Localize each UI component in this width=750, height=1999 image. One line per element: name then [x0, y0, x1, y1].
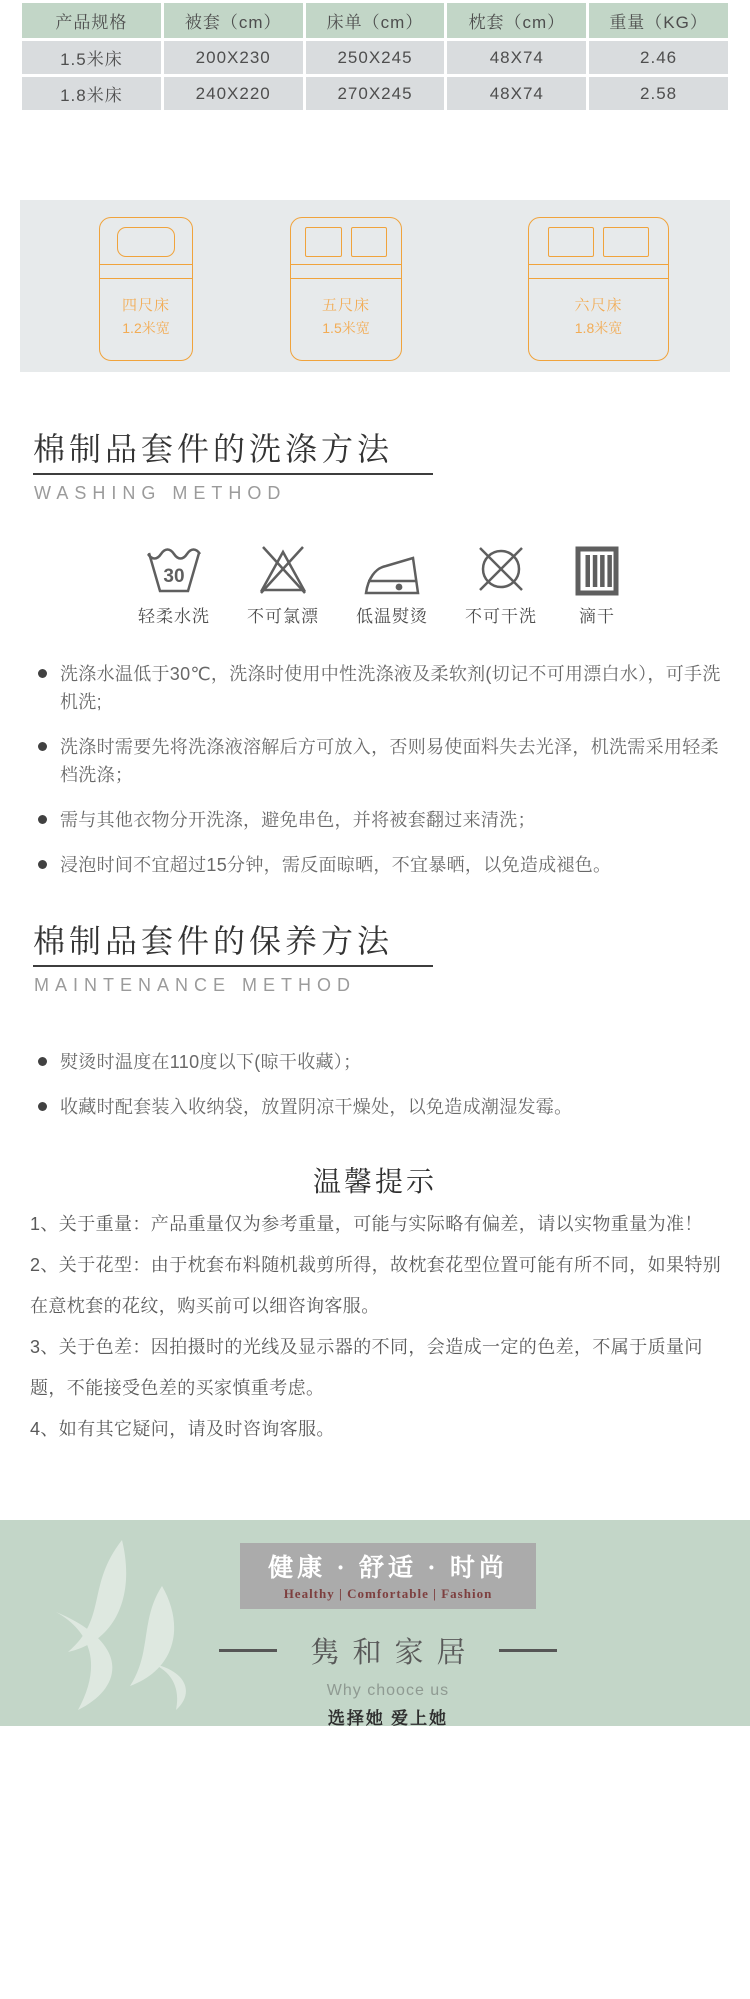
- tip-item: 1、关于重量：产品重量仅为参考重量，可能与实际略有偏差，请以实物重量为准！: [30, 1214, 703, 1234]
- pillow-icon: [603, 227, 649, 257]
- tip-item: 3、关于色差：因拍摄时的光线及显示器的不同，会造成一定的色差，不属于质量问题，不能接受色差的买家慎重考虑。: [30, 1337, 703, 1398]
- bed-name-label: 六尺床: [574, 297, 623, 314]
- spec-cell: 48X74: [447, 41, 586, 74]
- brand-slogan-box: [240, 1543, 536, 1609]
- bullet-dot-icon: [38, 1102, 47, 1111]
- svg-text:30: 30: [163, 566, 185, 587]
- no-bleach-icon: [255, 541, 311, 597]
- bed-width-label: 1.5米宽: [322, 320, 370, 336]
- list-item-text: 浸泡时间不宜超过15分钟，需反面晾晒，不宜暴晒，以免造成褪色。: [60, 855, 612, 875]
- spec-cell: 2.46: [589, 41, 728, 74]
- list-item: [38, 806, 722, 834]
- bed-band: [529, 264, 668, 279]
- spec-cell: 250X245: [306, 41, 445, 74]
- spec-cell: 1.8米床: [22, 77, 161, 110]
- maintenance-instructions-list: [38, 1048, 722, 1138]
- warm-tips-title: 温馨提示: [312, 1166, 437, 1197]
- bed-width-label: 1.8米宽: [574, 320, 623, 336]
- list-item: [38, 1048, 722, 1076]
- care-icon-label: 不可干洗: [465, 607, 537, 626]
- care-icon-label: 低温熨烫: [356, 607, 428, 626]
- care-icon-label: 滴干: [579, 607, 615, 626]
- footer-note: 精选专柜功能材料，致力于产品品质，专注于产品细节: [255, 1742, 520, 1752]
- divider-line: [219, 1649, 277, 1652]
- spec-header-product: 产品规格: [22, 3, 161, 38]
- spec-cell: 270X245: [306, 77, 445, 110]
- list-item: [38, 733, 722, 789]
- spec-header-sheet: 床单（cm）: [306, 3, 445, 38]
- list-item: [38, 1093, 722, 1121]
- spec-header-duvet-cover: 被套（cm）: [164, 3, 303, 38]
- bed-band: [291, 264, 401, 279]
- care-icon-item: [138, 541, 210, 627]
- warm-tips-list: [30, 1204, 726, 1450]
- title-underline: [33, 965, 433, 967]
- bed-size-panel: [20, 200, 730, 372]
- list-item: [38, 660, 722, 716]
- bullet-dot-icon: [38, 669, 47, 678]
- bullet-dot-icon: [38, 1057, 47, 1066]
- brand-tagline: 选择她 爱上她: [327, 1709, 449, 1728]
- drip-dry-icon: [574, 545, 620, 597]
- spec-cell: 48X74: [447, 77, 586, 110]
- care-icon-item: [247, 541, 319, 627]
- care-icon-row: [138, 541, 620, 627]
- list-item-text: 洗涤水温低于30℃，洗涤时使用中性洗涤液及柔软剂(切记不可用漂白水），可手洗机洗;: [60, 664, 721, 712]
- bed-name-label: 五尺床: [321, 297, 370, 314]
- no-dry-clean-icon: [473, 541, 529, 597]
- pillow-icon: [548, 227, 594, 257]
- brand-name: 隽和家居: [310, 1637, 479, 1669]
- low-temp-iron-icon: [362, 549, 422, 597]
- list-item-text: 熨烫时温度在110度以下(晾干收藏）；: [60, 1052, 362, 1072]
- list-item-text: 需与其他衣物分开洗涤，避免串色，并将被套翻过来清洗；: [60, 810, 536, 830]
- bed-name-label: 四尺床: [121, 297, 170, 314]
- washing-section-subtitle: WASHING METHOD: [34, 483, 287, 503]
- pillow-icon: [351, 227, 387, 257]
- tip-item: 4、如有其它疑问，请及时咨询客服。: [30, 1419, 335, 1439]
- brand-slogan-cn: 健康 · 舒适 · 时尚: [268, 1555, 508, 1582]
- washing-instructions-list: [38, 660, 722, 896]
- bed-band: [100, 264, 192, 279]
- list-item-text: 收藏时配套装入收纳袋，放置阴凉干燥处，以免造成潮湿发霉。: [60, 1097, 573, 1117]
- care-icon-item: [356, 549, 428, 627]
- product-spec-table: [22, 3, 728, 110]
- spec-cell: 240X220: [164, 77, 303, 110]
- bed-diagram-1-5m: [290, 217, 402, 361]
- spec-header-pillowcase: 枕套（cm）: [447, 3, 586, 38]
- pillow-icon: [305, 227, 341, 257]
- care-icon-label: 轻柔水洗: [138, 607, 210, 626]
- bullet-dot-icon: [38, 860, 47, 869]
- gentle-wash-30-icon: [145, 541, 203, 597]
- bed-diagram-1-2m: [99, 217, 193, 361]
- brand-slogan-en: Healthy | Comfortable | Fashion: [283, 1586, 493, 1601]
- why-choose-us-text: Why chooce us: [326, 1682, 450, 1699]
- maintenance-section-title: 棉制品套件的保养方法: [33, 923, 394, 959]
- care-icon-item: [574, 545, 620, 627]
- brand-name-row: [26, 1630, 750, 1671]
- spec-cell: 1.5米床: [22, 41, 161, 74]
- maintenance-section-subtitle: MAINTENANCE METHOD: [34, 975, 357, 995]
- bed-diagram-1-8m: [528, 217, 669, 361]
- bullet-dot-icon: [38, 742, 47, 751]
- list-item-text: 洗涤时需要先将洗涤液溶解后方可放入，否则易使面料失去光泽，机洗需采用轻柔档洗涤；: [60, 737, 719, 785]
- spec-cell: 200X230: [164, 41, 303, 74]
- spec-cell: 2.58: [589, 77, 728, 110]
- tip-item: 2、关于花型：由于枕套布料随机裁剪所得，故枕套花型位置可能有所不同，如果特别在意枕套的花纹，购买前可以细咨询客服。: [30, 1255, 722, 1316]
- washing-section-title: 棉制品套件的洗涤方法: [33, 431, 394, 467]
- divider-line: [499, 1649, 557, 1652]
- care-icon-label: 不可氯漂: [247, 607, 319, 626]
- bullet-dot-icon: [38, 815, 47, 824]
- brand-footer: [0, 1520, 750, 1752]
- pillow-icon: [117, 227, 174, 257]
- list-item: [38, 851, 722, 879]
- care-icon-item: [465, 541, 537, 627]
- bed-width-label: 1.2米宽: [122, 320, 170, 336]
- title-underline: [33, 473, 433, 475]
- spec-header-weight: 重量（KG）: [589, 3, 728, 38]
- footer-content: [26, 1520, 750, 1753]
